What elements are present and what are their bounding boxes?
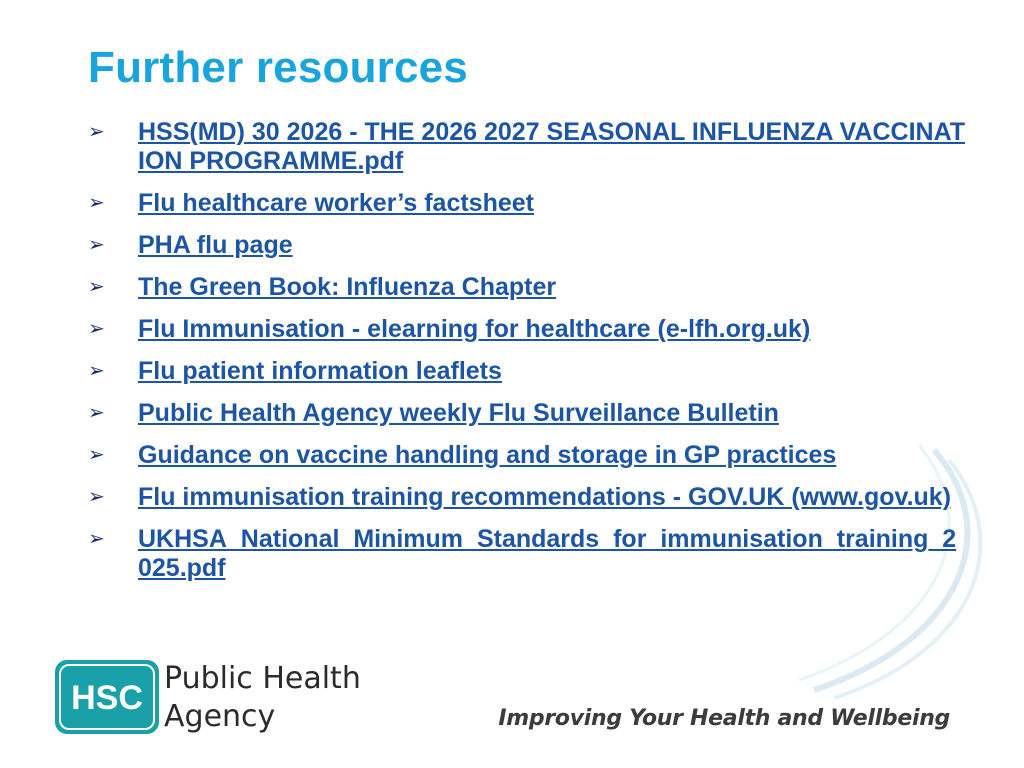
arrow-bullet-icon: ➢ <box>88 121 105 143</box>
list-item <box>88 525 968 583</box>
resource-link-surveillance-bulletin[interactable]: Public Health Agency weekly Flu Surveillance Bulletin <box>138 399 779 427</box>
resource-link-pha-flu-page[interactable]: PHA flu page <box>138 231 293 259</box>
arrow-bullet-icon: ➢ <box>88 276 105 298</box>
arrow-bullet-icon: ➢ <box>88 360 105 382</box>
list-item <box>88 483 968 512</box>
list-item <box>88 273 968 302</box>
list-item <box>88 315 968 344</box>
resource-list <box>88 118 968 596</box>
arrow-bullet-icon: ➢ <box>88 486 105 508</box>
resource-link-vaccine-handling-guidance[interactable]: Guidance on vaccine handling and storage in GP practices <box>138 441 837 469</box>
resource-link-ukhsa-standards[interactable]: UKHSA_National_Minimum_Standards_for_immunisation_training_2025.pdf <box>138 525 957 582</box>
hsc-logo-icon <box>55 660 159 734</box>
list-item <box>88 399 968 428</box>
logo-line-agency: Agency <box>164 699 276 734</box>
list-item <box>88 118 968 176</box>
arrow-bullet-icon: ➢ <box>88 402 105 424</box>
resource-link-seasonal-influenza-programme[interactable]: HSS(MD) 30 2026 - THE 2026 2027 SEASONAL INFLUENZA VACCINATION PROGRAMME.pdf <box>138 118 966 175</box>
list-item <box>88 441 968 470</box>
resource-link-elearning[interactable]: Flu Immunisation - elearning for healthcare (e-lfh.org.uk) <box>138 315 811 343</box>
resource-link-patient-leaflets[interactable]: Flu patient information leaflets <box>138 357 502 385</box>
resource-link-training-recommendations[interactable]: Flu immunisation training recommendations - GOV.UK (www.gov.uk) <box>138 483 952 511</box>
arrow-bullet-icon: ➢ <box>88 318 105 340</box>
resource-link-green-book[interactable]: The Green Book: Influenza Chapter <box>138 273 557 301</box>
arrow-bullet-icon: ➢ <box>88 444 105 466</box>
list-item <box>88 231 968 260</box>
arrow-bullet-icon: ➢ <box>88 528 105 550</box>
logo-line-public-health: Public Health <box>164 661 361 696</box>
tagline: Improving Your Health and Wellbeing <box>498 706 950 731</box>
arrow-bullet-icon: ➢ <box>88 234 105 256</box>
footer <box>0 652 1024 768</box>
logo-mark: HSC <box>71 679 143 717</box>
resource-link-healthcare-worker-factsheet[interactable]: Flu healthcare worker’s factsheet <box>138 189 534 217</box>
list-item <box>88 189 968 218</box>
list-item <box>88 357 968 386</box>
arrow-bullet-icon: ➢ <box>88 192 105 214</box>
logo-text <box>164 660 361 736</box>
slide-title: Further resources <box>88 43 468 92</box>
